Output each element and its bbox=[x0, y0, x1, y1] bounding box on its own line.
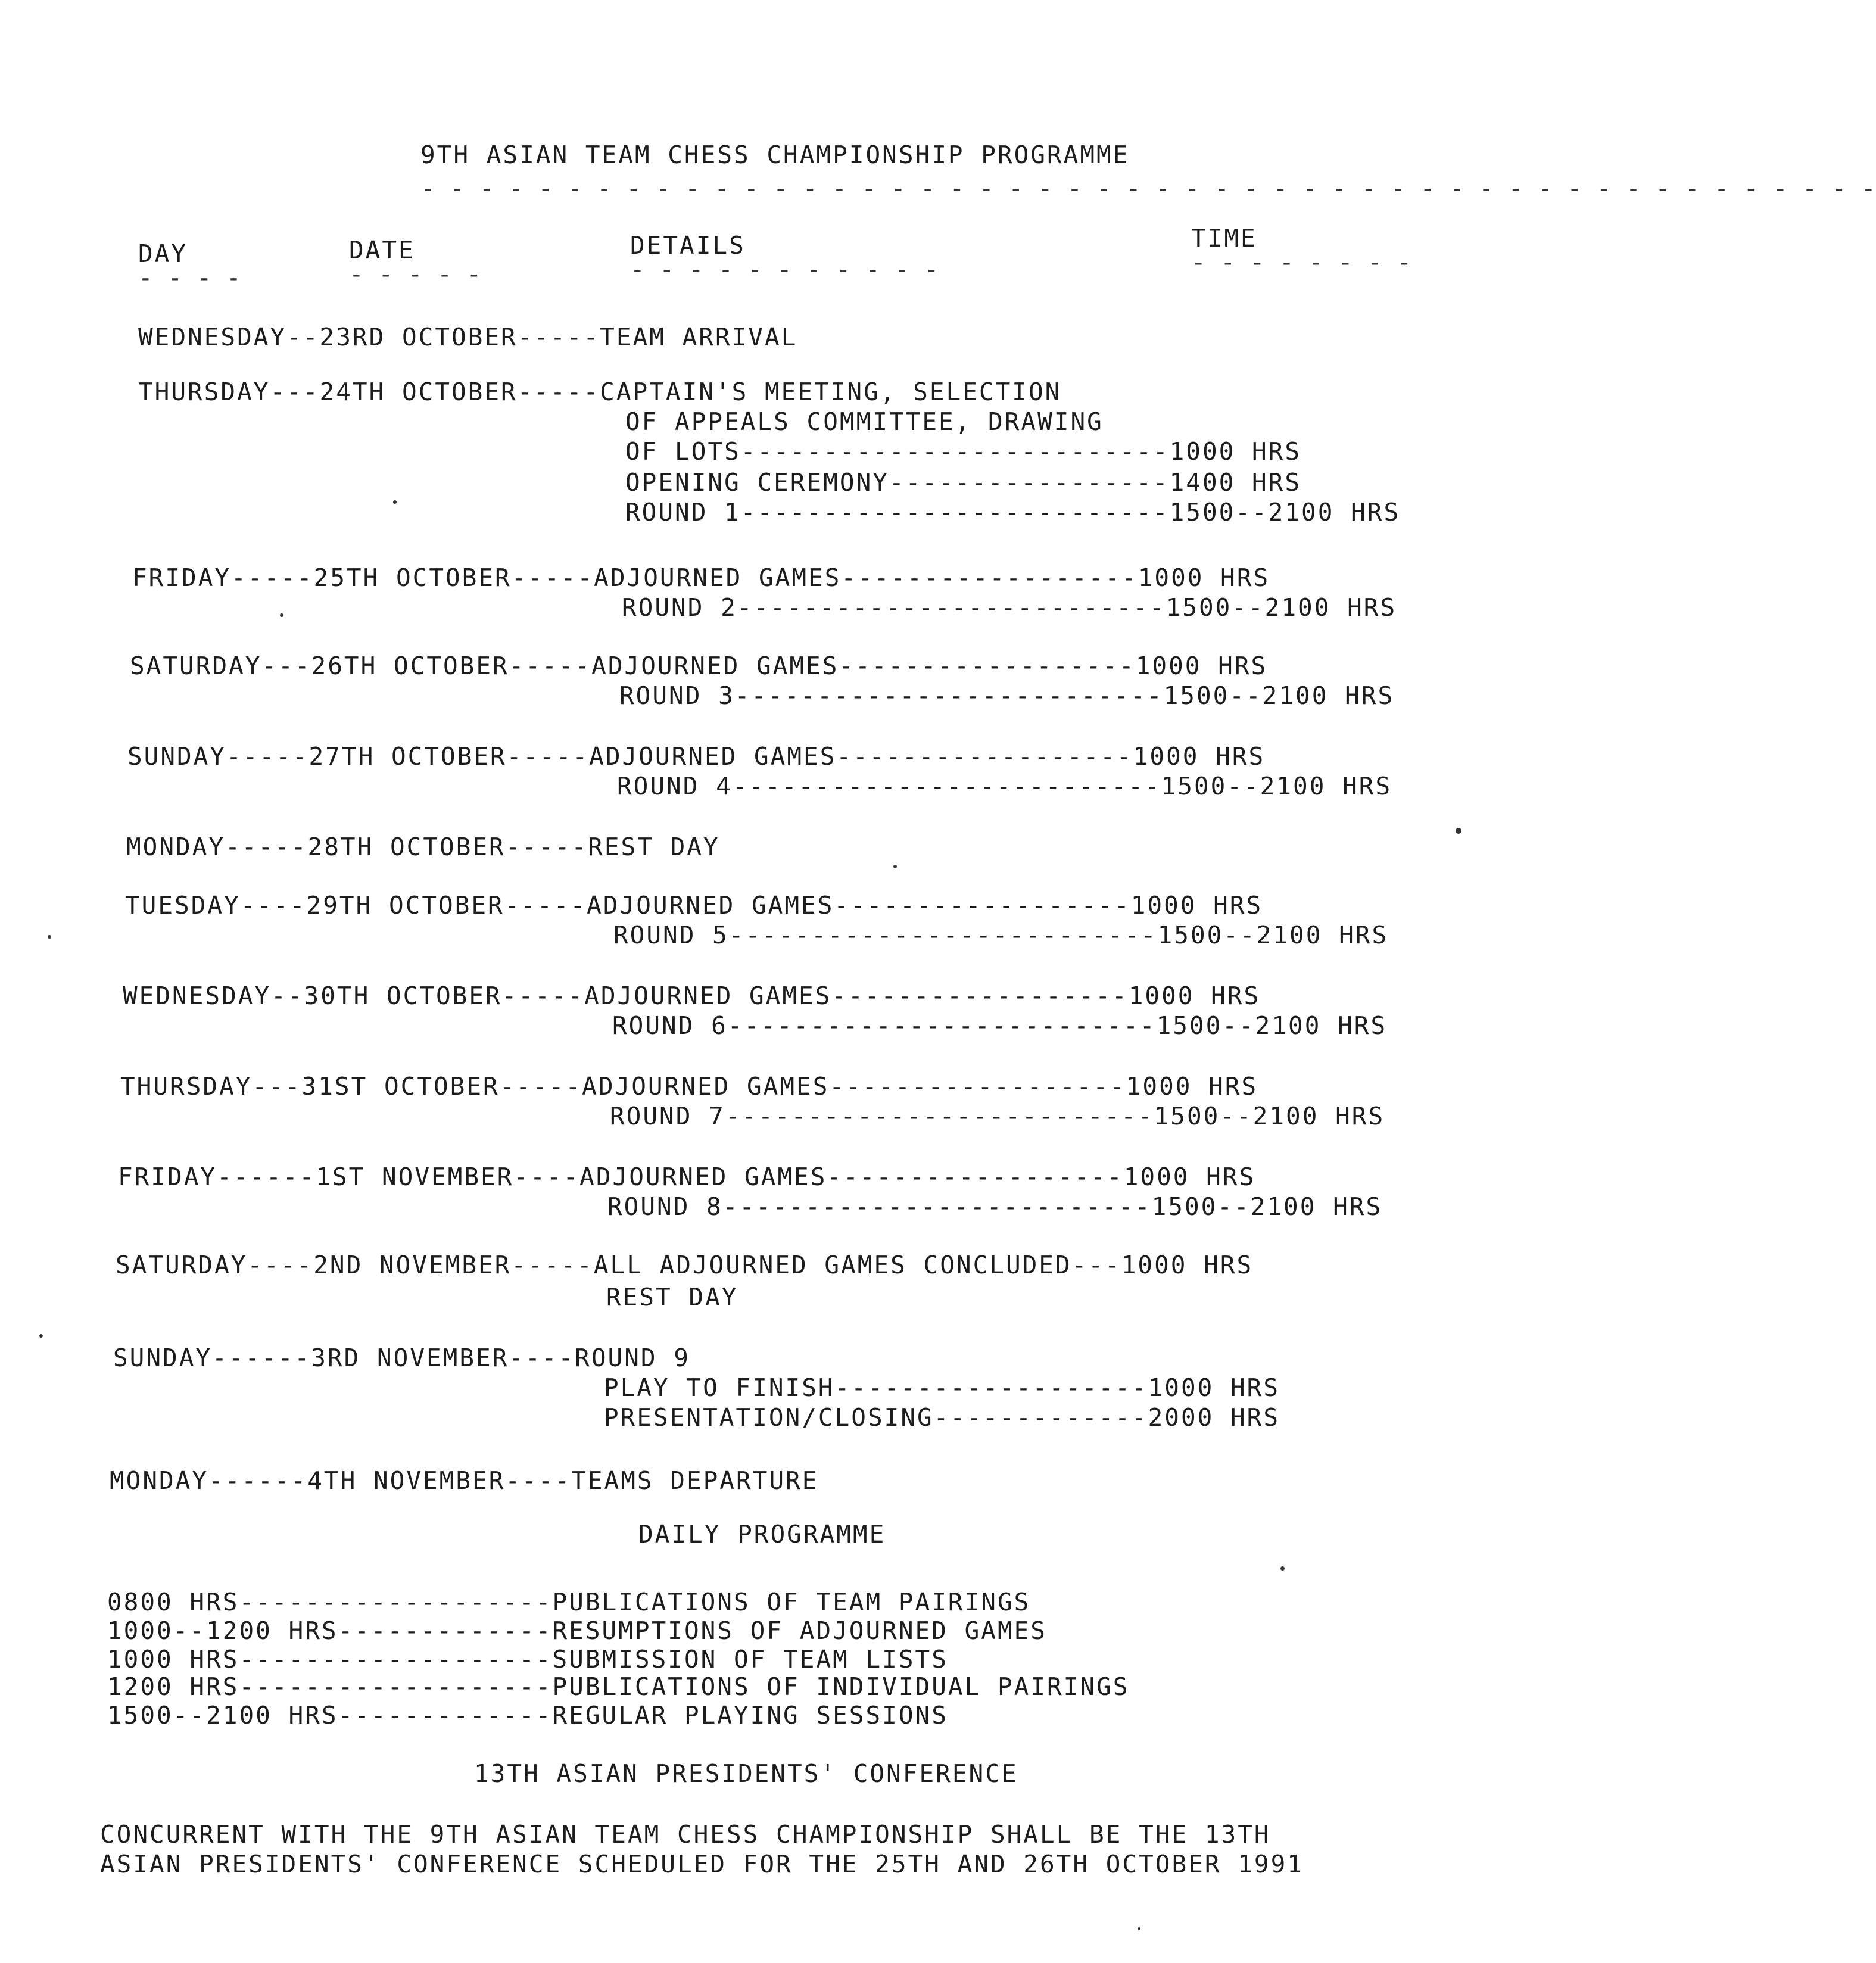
schedule-line: THURSDAY---24TH OCTOBER-----CAPTAIN'S MEETING, SELECTION bbox=[138, 378, 1062, 406]
header-date-underline: - - - - - bbox=[349, 260, 482, 288]
daily-line: 1500--2100 HRS-------------REGULAR PLAYING SESSIONS bbox=[107, 1701, 948, 1730]
header-day: DAY bbox=[138, 239, 188, 268]
daily-programme-title: DAILY PROGRAMME bbox=[638, 1520, 886, 1548]
daily-line: 1200 HRS-------------------PUBLICATIONS OF INDIVIDUAL PAIRINGS bbox=[107, 1672, 1130, 1701]
schedule-line: WEDNESDAY--23RD OCTOBER-----TEAM ARRIVAL bbox=[138, 323, 798, 351]
header-details-underline: - - - - - - - - - - - bbox=[630, 255, 939, 283]
schedule-line: OF LOTS--------------------------1000 HRS bbox=[625, 437, 1302, 466]
header-time: TIME bbox=[1191, 224, 1257, 253]
schedule-line: ROUND 8--------------------------1500--2100 HRS bbox=[607, 1192, 1383, 1221]
schedule-line: PLAY TO FINISH-------------------1000 HRS bbox=[604, 1373, 1280, 1402]
scan-speck bbox=[1138, 1927, 1140, 1930]
schedule-line: ROUND 7--------------------------1500--2100 HRS bbox=[610, 1102, 1385, 1130]
schedule-line: SATURDAY----2ND NOVEMBER-----ALL ADJOURNED GAMES CONCLUDED---1000 HRS bbox=[116, 1251, 1254, 1279]
conference-title: 13TH ASIAN PRESIDENTS' CONFERENCE bbox=[474, 1759, 1018, 1788]
scan-speck bbox=[1456, 828, 1461, 834]
scan-speck bbox=[393, 500, 397, 504]
schedule-line: THURSDAY---31ST OCTOBER-----ADJOURNED GAMES------------------1000 HRS bbox=[120, 1072, 1258, 1101]
schedule-line: ROUND 1--------------------------1500--2100 HRS bbox=[625, 498, 1401, 526]
daily-line: 1000--1200 HRS-------------RESUMPTIONS OF ADJOURNED GAMES bbox=[107, 1616, 1047, 1645]
schedule-line: MONDAY------4TH NOVEMBER----TEAMS DEPARTURE bbox=[110, 1466, 819, 1495]
scan-speck bbox=[48, 935, 51, 939]
schedule-line: ROUND 6--------------------------1500--2100 HRS bbox=[612, 1011, 1388, 1040]
daily-line: 0800 HRS-------------------PUBLICATIONS OF TEAM PAIRINGS bbox=[107, 1588, 1031, 1616]
daily-line: 1000 HRS-------------------SUBMISSION OF TEAM LISTS bbox=[107, 1645, 948, 1674]
page-title: 9TH ASIAN TEAM CHESS CHAMPIONSHIP PROGRAMME bbox=[420, 141, 1130, 169]
schedule-line: WEDNESDAY--30TH OCTOBER-----ADJOURNED GAMES------------------1000 HRS bbox=[123, 982, 1261, 1010]
schedule-line: SATURDAY---26TH OCTOBER-----ADJOURNED GAMES------------------1000 HRS bbox=[130, 652, 1268, 680]
schedule-line: OPENING CEREMONY-----------------1400 HRS bbox=[625, 468, 1302, 497]
conference-text-line: ASIAN PRESIDENTS' CONFERENCE SCHEDULED FOR THE 25TH AND 26TH OCTOBER 1991 bbox=[100, 1850, 1304, 1878]
schedule-line: ROUND 3--------------------------1500--2100 HRS bbox=[619, 681, 1395, 710]
header-date: DATE bbox=[349, 236, 415, 264]
schedule-line: ROUND 4--------------------------1500--2100 HRS bbox=[617, 772, 1392, 800]
header-day-underline: - - - - bbox=[138, 263, 241, 292]
scan-speck bbox=[39, 1334, 43, 1338]
schedule-line: OF APPEALS COMMITTEE, DRAWING bbox=[625, 407, 1104, 436]
scan-speck bbox=[1280, 1566, 1285, 1571]
conference-text-line: CONCURRENT WITH THE 9TH ASIAN TEAM CHESS CHAMPIONSHIP SHALL BE THE 13TH bbox=[100, 1820, 1271, 1849]
schedule-line: ROUND 5--------------------------1500--2100 HRS bbox=[613, 921, 1389, 949]
header-time-underline: - - - - - - - - bbox=[1191, 248, 1412, 276]
scan-speck bbox=[280, 613, 283, 617]
title-underline: - - - - - - - - - - - - - - - - - - - - - - - - - - - - - - - - - - - - - - - - - - - - - - - - - - bbox=[420, 174, 1876, 202]
schedule-line: FRIDAY------1ST NOVEMBER----ADJOURNED GAMES------------------1000 HRS bbox=[118, 1163, 1256, 1191]
schedule-line: FRIDAY-----25TH OCTOBER-----ADJOURNED GAMES------------------1000 HRS bbox=[132, 563, 1270, 592]
schedule-line: SUNDAY-----27TH OCTOBER-----ADJOURNED GAMES------------------1000 HRS bbox=[127, 742, 1266, 771]
schedule-line: MONDAY-----28TH OCTOBER-----REST DAY bbox=[126, 833, 720, 861]
schedule-line: ROUND 2--------------------------1500--2100 HRS bbox=[622, 593, 1397, 622]
scan-speck bbox=[893, 865, 897, 868]
schedule-line: SUNDAY------3RD NOVEMBER----ROUND 9 bbox=[113, 1344, 690, 1372]
schedule-line: TUESDAY----29TH OCTOBER-----ADJOURNED GAMES------------------1000 HRS bbox=[125, 891, 1263, 920]
header-details: DETAILS bbox=[630, 231, 746, 260]
schedule-line: REST DAY bbox=[606, 1283, 738, 1311]
schedule-line: PRESENTATION/CLOSING-------------2000 HRS bbox=[604, 1403, 1280, 1432]
